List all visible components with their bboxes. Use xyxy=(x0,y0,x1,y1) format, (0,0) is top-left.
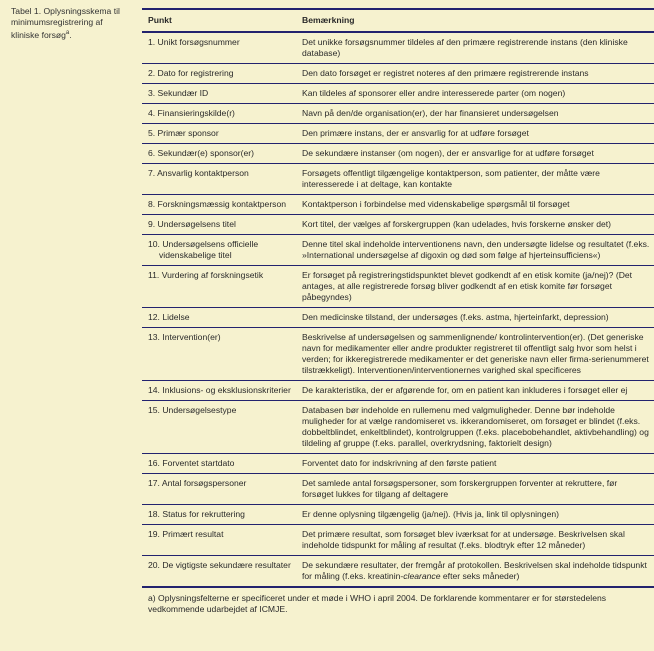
row-punkt: 10. Undersøgelsens officielle videnskabelige titel xyxy=(148,239,259,260)
table-row xyxy=(142,104,654,124)
row-bemaerkning: Det samlede antal forsøgspersoner, som forskergruppen forventer at rekruttere, før forsøget lukkes for tilgang af deltagere xyxy=(302,478,618,499)
table-row xyxy=(142,556,654,588)
row-bemaerkning: De sekundære resultater, der fremgår af protokollen. Beskrivelsen skal indeholde tidspunkt for måling (f.eks. kreatinin-clearance efter seks måneder) xyxy=(302,560,647,581)
table-row xyxy=(142,328,654,381)
row-bemaerkning: Navn på den/de organisation(er), der har finansieret undersøgelsen xyxy=(302,108,559,118)
table-row xyxy=(142,235,654,266)
row-bemaerkning: De sekundære instanser (om nogen), der er ansvarlige for at udføre forsøget xyxy=(302,148,594,158)
header-punkt: Punkt xyxy=(148,15,172,25)
clearance-term: clearance xyxy=(403,571,441,581)
caption-text: Tabel 1. Oplysningsskema til minimumsregistrering af kliniske forsøg xyxy=(11,6,120,40)
row-bemaerkning: Er forsøget på registreringstidspunktet blevet godkendt af en etisk komite (ja/nej)? (Det antages, at alle registrerede forsøg bliver godkendt af en etisk komite før forsøget påbegyndes) xyxy=(302,270,633,302)
table-row xyxy=(142,474,654,505)
table-row xyxy=(142,266,654,308)
row-punkt: 20. De vigtigste sekundære resultater xyxy=(148,560,291,570)
row-bemaerkning: Kort titel, der vælges af forskergruppen (kan udelades, hvis forskerne ønsker det) xyxy=(302,219,612,229)
table-row xyxy=(142,401,654,454)
row-bemaerkning: Kan tildeles af sponsorer eller andre interesserede parter (om nogen) xyxy=(302,88,566,98)
row-punkt: 2. Dato for registrering xyxy=(148,68,234,78)
row-bemaerkning: Den dato forsøget er registret noteres af den primære registrerende instans xyxy=(302,68,589,78)
table-row xyxy=(142,505,654,525)
header-bemaerkning: Bemærkning xyxy=(302,15,355,25)
table-row xyxy=(142,124,654,144)
row-punkt: 15. Undersøgelsestype xyxy=(148,405,237,415)
table-row xyxy=(142,454,654,474)
row-bemaerkning: De karakteristika, der er afgørende for, om en patient kan inkluderes i forsøget eller ej xyxy=(302,385,628,395)
row-punkt: 1. Unikt forsøgsnummer xyxy=(148,37,240,47)
table-row xyxy=(142,308,654,328)
row-punkt: 17. Antal forsøgspersoner xyxy=(148,478,247,488)
row-punkt: 14. Inklusions- og eksklusionskriterier xyxy=(148,385,291,395)
table-row xyxy=(142,84,654,104)
row-punkt: 3. Sekundær ID xyxy=(148,88,209,98)
row-punkt: 11. Vurdering af forskningsetik xyxy=(148,270,264,280)
table-row xyxy=(142,144,654,164)
row-bemaerkning: Forsøgets offentligt tilgængelige kontaktperson, som patienter, der måtte være interesserede i at deltage, kan kontakte xyxy=(302,168,600,189)
row-bemaerkning: Denne titel skal indeholde interventionens navn, den undersøgte lidelse og resultatet (f.eks. »International undersøgelse af digoxin og død som følge af hjerteinsufficiens«) xyxy=(302,239,650,260)
table-header-row xyxy=(142,9,654,32)
row-punkt: 9. Undersøgelsens titel xyxy=(148,219,236,229)
row-punkt: 19. Primært resultat xyxy=(148,529,224,539)
row-punkt: 6. Sekundær(e) sponsor(er) xyxy=(148,148,255,158)
table-row xyxy=(142,381,654,401)
row-bemaerkning: Kontaktperson i forbindelse med videnskabelige spørgsmål til forsøget xyxy=(302,199,570,209)
table-row xyxy=(142,525,654,556)
row-punkt: 8. Forskningsmæssig kontaktperson xyxy=(148,199,287,209)
row-punkt: 12. Lidelse xyxy=(148,312,190,322)
row-punkt: 4. Finansieringskilde(r) xyxy=(148,108,235,118)
row-bemaerkning: Den medicinske tilstand, der undersøges (f.eks. astma, hjerteinfarkt, depression) xyxy=(302,312,609,322)
row-bemaerkning: Databasen bør indeholde en rullemenu med valgmuligheder. Denne bør indeholde muligheder for at vælge randomiseret vs. ikkerandomiseret, om forsøget er blindet (f.eks. dobbeltblindet, enkeltblindet), kontrolgruppen (f.eks. placebobehandlet, aktivbehandling) og tildeling af gruppe (f.eks. parallel, overkrydsning, faktorielt design) xyxy=(302,405,649,448)
table-row xyxy=(142,215,654,235)
row-punkt: 5. Primær sponsor xyxy=(148,128,219,138)
row-bemaerkning: Er denne oplysning tilgængelig (ja/nej). (Hvis ja, link til oplysningen) xyxy=(302,509,559,519)
row-bemaerkning: Forventet dato for indskrivning af den første patient xyxy=(302,458,497,468)
row-punkt: 13. Intervention(er) xyxy=(148,332,221,342)
row-punkt: 16. Forventet startdato xyxy=(148,458,235,468)
table-row xyxy=(142,164,654,195)
registration-table xyxy=(142,8,654,619)
table-footnote-row xyxy=(142,587,654,619)
table-footnote: a) Oplysningsfelterne er specificeret under et møde i WHO i april 2004. De forklarende kommentarer er for størstedelens vedkommende udarbejdet af ICMJE. xyxy=(148,593,607,614)
row-bemaerkning: Det primære resultat, som forsøget blev iværksat for at undersøge. Beskrivelsen skal indeholde tidspunkt for måling af resultat (f.eks. blodtryk efter 12 måneder) xyxy=(302,529,625,550)
row-bemaerkning: Den primære instans, der er ansvarlig for at udføre forsøget xyxy=(302,128,529,138)
row-punkt: 18. Status for rekruttering xyxy=(148,509,245,519)
table-caption: Tabel 1. Oplysningsskema til minimumsregistrering af kliniske forsøg$^a$. xyxy=(11,6,120,40)
table-row xyxy=(142,64,654,84)
row-bemaerkning: Beskrivelse af undersøgelsen og sammenlignende/ kontrolintervention(er). (Det generiske navn for medikamenter eller andre produkter registreret til offentligt salg hvor som helst i verden; for ikkeregistrerede medikamenter er det generiske navn eller firma-serienummeret tilstrækkeligt). Interventionen/interventionernes varighed skal specificeres xyxy=(302,332,649,375)
row-bemaerkning: Det unikke forsøgsnummer tildeles af den primære registrerende instans (den kliniske database) xyxy=(302,37,628,58)
row-punkt: 7. Ansvarlig kontaktperson xyxy=(148,168,249,178)
table-row xyxy=(142,195,654,215)
footnote-marker: a xyxy=(65,30,70,36)
table-row xyxy=(142,32,654,64)
